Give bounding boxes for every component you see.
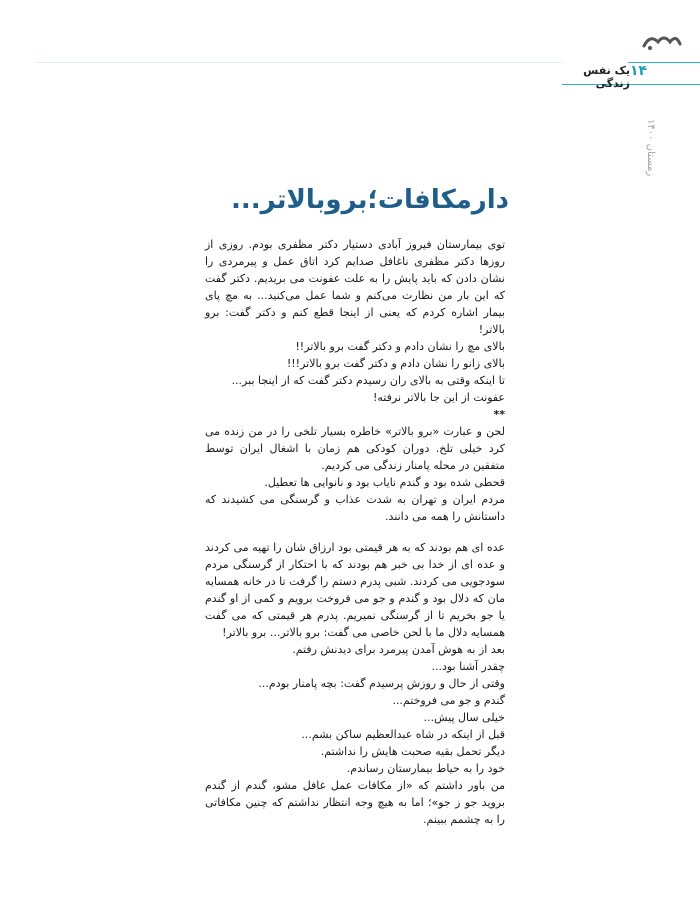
header-divider-left bbox=[35, 62, 563, 63]
article-paragraph: مردم ایران و تهران به شدت عذاب و گرسنگی می کشیدند که داستانش را همه می دانند. bbox=[205, 493, 505, 523]
article-paragraph: لحن و عبارت «برو بالاتر» خاطره بسیار تلخی را در من زنده می کرد خیلی تلخ. دوران کودکی هم زمان با اشغال ایران توسط متفقین در محله پامنار زندگی می کردیم. bbox=[205, 425, 505, 472]
article-paragraph: توی بیمارستان فیروز آبادی دستیار دکتر مظفری بودم. روزی از روزها دکتر مظفری ناغافل صدایم کرد اتاق عمل و پیرمردی را نشان دادن که باید پایش را به علت عفونت می بریدیم. دکتر گفت که این بار من نظارت می‌کنم و شما عمل می‌کنید... به مچ پای بیمار اشاره کردم که یعنی از اینجا قطع کنم و دکتر گفت: برو بالاتر! bbox=[205, 238, 505, 336]
section-label: یک نفس زندگی bbox=[583, 64, 630, 90]
article-body bbox=[205, 236, 505, 836]
article-title: دارمکافات؛بروبالاتر... bbox=[230, 185, 510, 215]
article-paragraph: بعد از به هوش آمدن پیرمرد برای دیدنش رفتم. bbox=[292, 643, 505, 656]
article-paragraph: گندم و جو می فروختم... bbox=[392, 694, 505, 707]
article-paragraph: خود را به حیاط بیمارستان رساندم. bbox=[346, 762, 505, 775]
article-paragraph: دیگر تحمل بقیه صحبت هایش را نداشتم. bbox=[320, 745, 505, 758]
article-paragraph: بالای زانو را نشان دادم و دکتر گفت برو بالاتر!!! bbox=[286, 357, 505, 370]
article-paragraph: خیلی سال پیش... bbox=[423, 711, 505, 724]
issue-label: زمستان ۱۴۰۰ bbox=[645, 118, 656, 176]
header-divider-bottom bbox=[562, 84, 700, 85]
article-paragraph: قبل از اینکه در شاه عبدالعظیم ساکن بشم... bbox=[301, 728, 505, 741]
paragraph-gap bbox=[205, 525, 505, 539]
section-separator: ** bbox=[493, 408, 505, 421]
article-paragraph: تا اینکه وقتی به بالای ران رسیدم دکتر گفت که از اینجا ببر... bbox=[231, 374, 505, 387]
article-paragraph: بالای مچ را نشان دادم و دکتر گفت برو بالاتر!! bbox=[295, 340, 505, 353]
article-paragraph: عفونت از این جا بالاتر نرفته! bbox=[373, 391, 505, 404]
article-paragraph: وقتی از حال و روزش پرسیدم گفت: بچه پامنار بودم... bbox=[258, 677, 505, 690]
article-paragraph: عده ای هم بودند که به هر قیمتی بود ارزاق شان را تهیه می کردند و عده ای از خدا بی خبر هم بودند که با احتکار از گرسنگی مردم سودجویی می کردند. شبی پدرم دستم را گرفت تا در خانه همسایه مان که دلال بود و گندم و جو می فروخت برویم و کمی از او گندم یا جو بخریم تا از گرسنگی نمیریم. پدرم هر قیمتی که می گفت همسایه دلال ما با لحن خاصی می گفت: برو بالاتر... برو بالاتر! bbox=[205, 541, 505, 639]
article-paragraph: من باور داشتم که «از مکافات عمل غافل مشو، گندم از گندم بروید جو ز جو»؛ اما به هیچ وجه انتظار نداشتم که چنین مکافاتی را به چشمم ببینم. bbox=[205, 779, 505, 826]
magazine-logo bbox=[640, 30, 684, 52]
page-number: ۱۴ bbox=[630, 63, 648, 79]
article-paragraph: قحطی شده بود و گندم نایاب بود و نانوایی ها تعطیل. bbox=[264, 476, 505, 489]
article-paragraph: چقدر آشنا بود... bbox=[431, 660, 505, 673]
